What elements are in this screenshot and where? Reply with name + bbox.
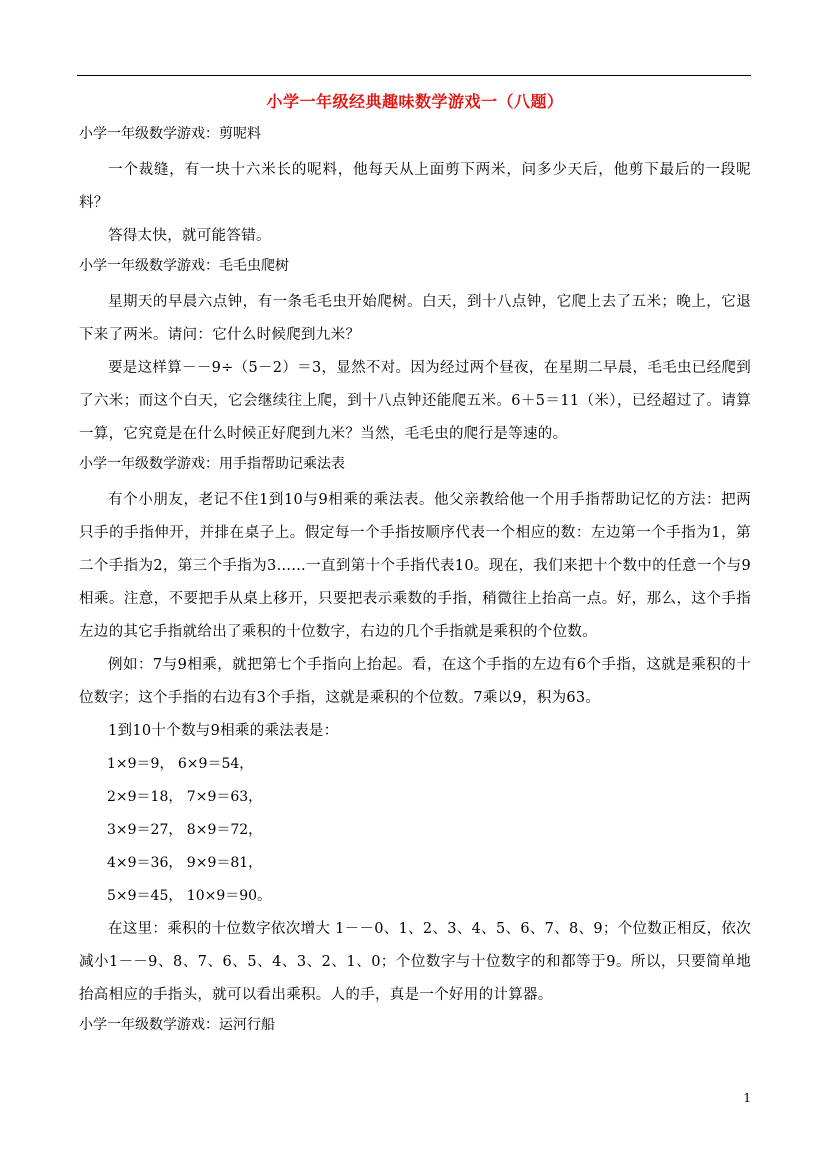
paragraph: 有个小朋友，老记不住1到10与9相乘的乘法表。他父亲教给他一个用手指帮助记忆的方法：把两只手的手指伸开，并排在桌子上。假定每一个手指按顺序代表一个相应的数：左边第一个手指为1，第二个手指为2，第三个手指为3……一直到第十个手指代表10。现在，我们来把十个数中的任意一个与9相乘。注意，不要把手从桌上移开，只要把表示乘数的手指，稍微往上抬高一点。好，那么，这个手指左边的其它手指就给出了乘积的十位数字，右边的几个手指就是乘积的个位数。 <box>79 492 751 640</box>
section-heading-canal-boat: 小学一年级数学游戏：运河行船 <box>79 1017 275 1033</box>
formula-line: 2×9＝18， 7×9＝63， <box>107 789 263 805</box>
formula-line: 3×9＝27， 8×9＝72， <box>107 822 263 838</box>
paragraph: 要是这样算－－9÷（5－2）＝3，显然不对。因为经过两个昼夜，在星期二早晨，毛毛虫已经爬到了六米；而这个白天，它会继续往上爬，到十八点钟还能爬五米。6＋5＝11（米），已经超过了。请算一算，它究竟是在什么时候正好爬到九米？当然，毛毛虫的爬行是等速的。 <box>79 360 751 442</box>
paragraph: 1到10十个数与9相乘的乘法表是： <box>108 723 339 739</box>
formula-line: 5×9＝45， 10×9＝90。 <box>107 888 272 904</box>
formula-line: 1×9＝9， 6×9＝54， <box>107 756 254 772</box>
paragraph: 答得太快，就可能答错。 <box>108 228 271 244</box>
formula-line: 4×9＝36， 9×9＝81， <box>107 855 263 871</box>
header-rule <box>77 75 751 76</box>
section-heading-cloth: 小学一年级数学游戏：剪呢料 <box>79 126 261 142</box>
paragraph: 例如：7与9相乘，就把第七个手指向上抬起。看，在这个手指的左边有6个手指，这就是乘积的十位数字；这个手指的右边有3个手指，这就是乘积的个位数。7乘以9，积为63。 <box>79 657 751 706</box>
document-body <box>79 91 751 1045</box>
section-heading-caterpillar: 小学一年级数学游戏：毛毛虫爬树 <box>79 258 289 274</box>
paragraph: 星期天的早晨六点钟，有一条毛毛虫开始爬树。白天，到十八点钟，它爬上去了五米；晚上，它退下来了两米。请问：它什么时候爬到九米？ <box>79 294 751 343</box>
section-heading-finger-multiplication: 小学一年级数学游戏：用手指帮助记乘法表 <box>79 456 345 472</box>
paragraph: 在这里：乘积的十位数字依次增大 1－－0、1、2、3、4、5、6、7、8、9；个位数正相反，依次减小1－－9、8、7、6、5、4、3、2、1、0；个位数字与十位数字的和都等于9。所以，只要简单地抬高相应的手指头，就可以看出乘积。人的手，真是一个好用的计算器。 <box>79 921 751 1003</box>
page-number: 1 <box>743 1091 751 1105</box>
document-title: 小学一年级经典趣味数学游戏一（八题） <box>266 92 564 111</box>
paragraph: 一个裁缝，有一块十六米长的呢料，他每天从上面剪下两米，问多少天后，他剪下最后的一段呢料？ <box>79 162 751 211</box>
